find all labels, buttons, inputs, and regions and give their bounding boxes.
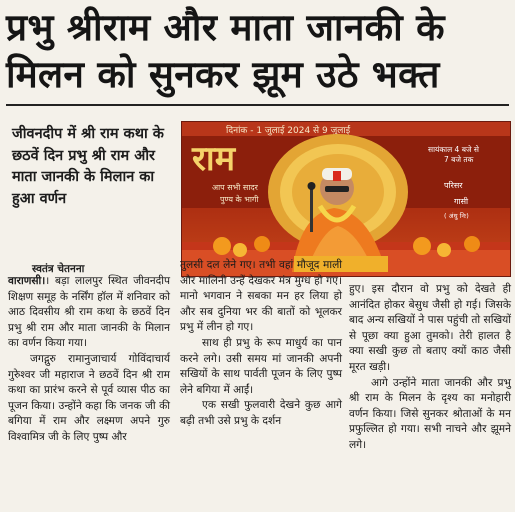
banner-time2: 7 बजे तक [444, 155, 474, 164]
headline-line-1: प्रभु श्रीराम और माता जानकी के [6, 6, 445, 49]
subheadline: जीवनदीप में श्री राम कथा के छठवें दिन प्रभु श्री राम और माता जानकी के मिलान का हुआ वर्णन [12, 126, 164, 207]
article-paragraph: साथ ही प्रभु के रूप माधुर्य का पान करने लगे। उसी समय मां जानकी अपनी सखियों के साथ पार्वती पूजन के लिए पुष्प लेने बगिया में आईं। [180, 336, 342, 396]
article-text: । बड़ा लालपुर स्थित जीवनदीप शिक्षण समूह के नर्सिंग हॉल में शनिवार को आठ दिवसीय श्री राम कथा के छठवें दिन प्रभु श्री राम और माता जानकी के मिलान का वर्णन किया गया। [8, 275, 170, 350]
article-paragraph [8, 274, 170, 352]
banner-small: ( अंधु निः) [444, 212, 469, 220]
banner-time: सायंकाल 4 बजे से [428, 145, 479, 154]
article-paragraph: आगे उन्होंने माता जानकी और प्रभु श्री राम के मिलन के दृश्य का मनोहारी वर्णन किया। जिसे सुनकर श्रोताओं के मन प्रफुल्लित हो गया। सभी नाचने और झूमने लगे। [349, 376, 511, 451]
article-paragraph: जगद्गुरु रामानुजाचार्य गोविंदाचार्य गुरुेश्वर जी महाराज ने छठवें दिन श्री राम कथा का प्रारंभ करने से पूर्व व्यास पीठ का पूजन किया। उन्होंने कहा कि जनक जी की बगिया में राम और लक्ष्मण अपने गुरु विश्वामित्र जी के लिए पुष्प और [8, 352, 170, 443]
article-column-1 [8, 276, 170, 446]
headline-line-2: मिलन को सुनकर झूम उठे भक्त [6, 53, 440, 96]
banner-ram: राम [192, 139, 236, 179]
headline [6, 4, 511, 98]
banner-right: गासी [454, 197, 469, 206]
dateline-place: वाराणसी। [8, 275, 46, 287]
article-paragraph: हुए। इस दौरान वो प्रभु को देखते ही आनंदित होकर बेसुध जैसी हो गई। जिसके बाद अन्य सखियों ने पास पहुंची तो सखियों से पूछा क्या हुआ तुमको। तेरी हालत है क्या सखी कुछ तो बताए क्यों काठ जैसी मूरत खड़ी। [349, 283, 511, 373]
headline-rule [6, 104, 509, 106]
event-photo [181, 121, 511, 277]
banner-venue: परिसर [444, 181, 463, 190]
banner-date: दिनांक - 1 जुलाई 2024 से 9 जुलाई [226, 126, 351, 136]
article-column-3 [349, 282, 511, 454]
article-paragraph: एक सखी फुलवारी देखने कुछ आगे बढ़ी तभी उसे प्रभु के दर्शन [180, 399, 342, 427]
banner-sub: आप सभी सादर [212, 183, 258, 192]
article-column-2 [180, 258, 342, 430]
reporter-name: स्वतंत्र चेतनना [32, 263, 85, 275]
banner-sub2: पुण्य के भागी [220, 195, 259, 204]
event-photo-illustration [182, 122, 510, 276]
article-paragraph: तुलसी दल लेने गए। तभी वहां मौजूद माली और मालिनी उन्हें देखकर मंत्र मुग्ध हो गए। मानो भगवान ने सबका मन हर लिया हो और सब दुनिया भर की बातों को भूलकर प्रभु में लीन हो गए। [180, 259, 342, 334]
